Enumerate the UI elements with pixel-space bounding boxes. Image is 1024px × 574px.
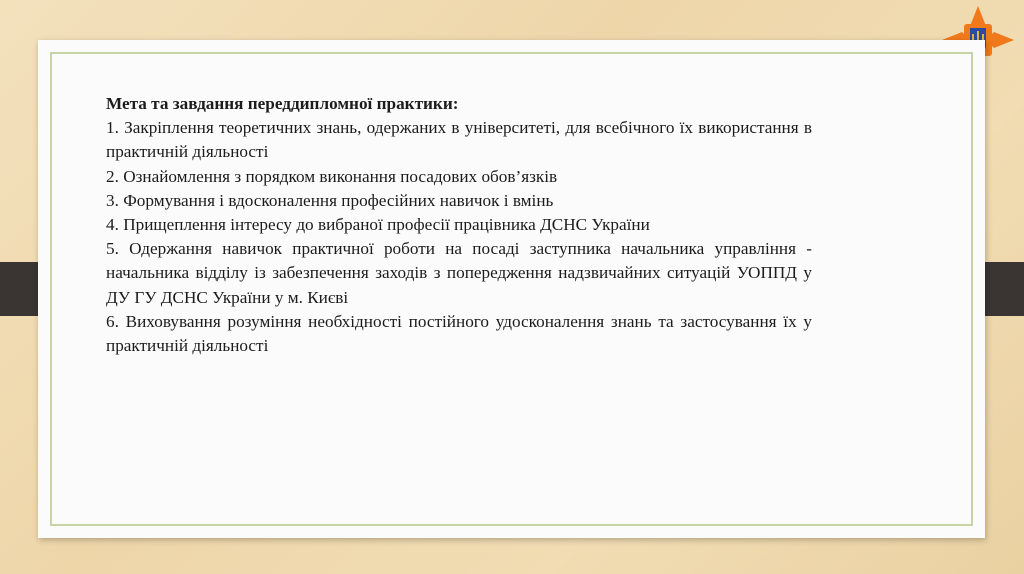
list-item: 2. Ознайомлення з порядком виконання посадових обов’язків [106,166,558,186]
list-item: 4. Прищеплення інтересу до вибраної професії працівника ДСНС України [106,215,650,235]
slide-content [106,92,812,358]
list-item: 1. Закріплення теоретичних знань, одержаних в університеті, для всебічного їх використання в практичній діяльності [106,118,812,162]
list-item: 5. Одержання навичок практичної роботи на посаді заступника начальника управління - начальника відділу із забезпечення заходів з попередження надзвичайних ситуацій УОППД у ДУ ГУ ДСНС України у м. Києві [106,239,812,307]
list-item: 6. Виховування розуміння необхідності постійного удосконалення знань та застосування їх у практичній діяльності [106,311,812,356]
slide-title: Мета та завдання переддипломної практики: [106,94,459,113]
list-item: 3. Формування і вдосконалення професійних навичок і вмінь [106,190,554,210]
